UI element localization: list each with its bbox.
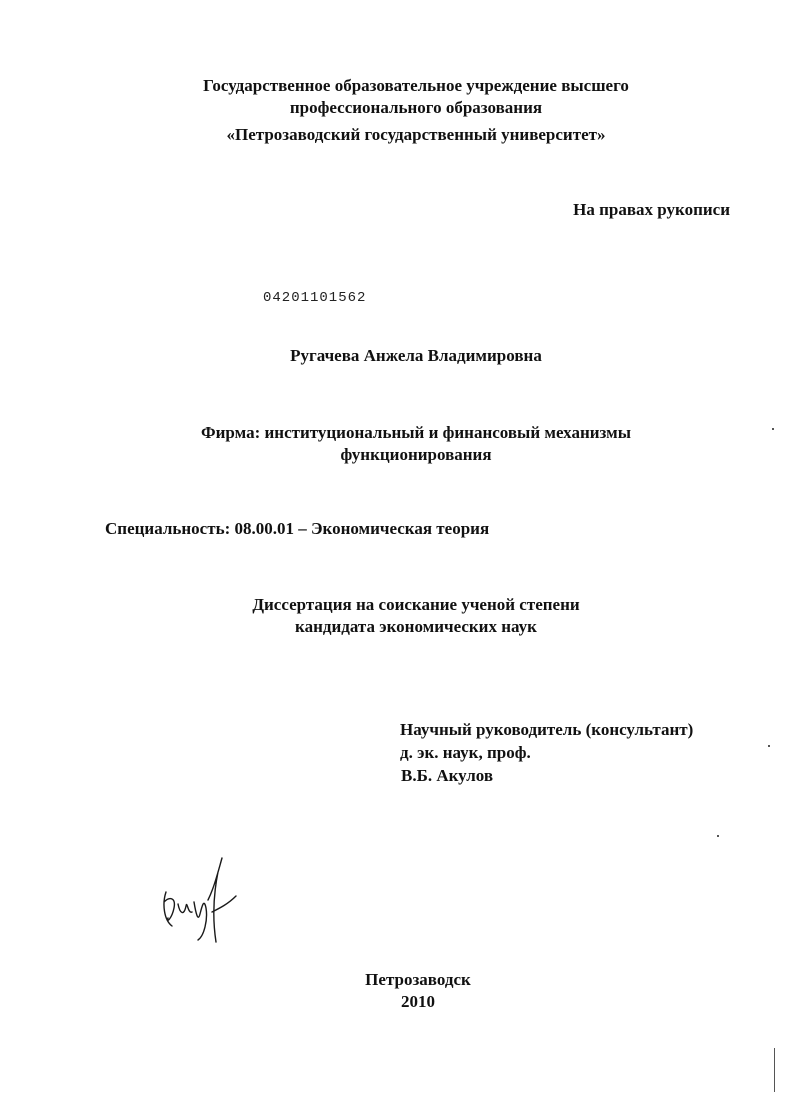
dissertation-title	[0, 422, 798, 466]
institution-line-3: «Петрозаводский государственный университет»	[226, 125, 606, 144]
handwritten-signature-icon	[158, 852, 250, 944]
year: 2010	[401, 992, 435, 1011]
degree-statement	[0, 594, 798, 638]
title-line-1: Фирма: институциональный и финансовый механизмы	[201, 423, 631, 442]
author-name: Ругачева Анжела Владимировна	[290, 346, 542, 365]
scan-speck	[772, 428, 774, 430]
institution-line-1: Государственное образовательное учреждение высшего	[203, 76, 629, 95]
scan-speck	[717, 835, 719, 837]
advisor-name: В.Б. Акулов	[401, 766, 494, 785]
institution-line-2: профессионального образования	[289, 98, 543, 117]
degree-line-1: Диссертация на соискание ученой степени	[252, 595, 580, 614]
scan-speck	[768, 745, 770, 747]
degree-line-2: кандидата экономических наук	[295, 617, 537, 636]
rights-note: На правах рукописи	[573, 200, 730, 219]
city: Петрозаводск	[365, 970, 471, 989]
scan-edge-line	[774, 1048, 775, 1092]
city-year	[0, 969, 798, 1013]
advisor-block	[400, 718, 693, 787]
institution-header	[0, 75, 798, 146]
document-number: 04201101562	[263, 290, 367, 306]
advisor-role: Научный руководитель (консультант)	[400, 720, 694, 739]
specialty: Специальность: 08.00.01 – Экономическая теория	[105, 519, 490, 538]
title-line-2: функционирования	[340, 445, 492, 464]
advisor-degree: д. эк. наук, проф.	[400, 743, 531, 762]
